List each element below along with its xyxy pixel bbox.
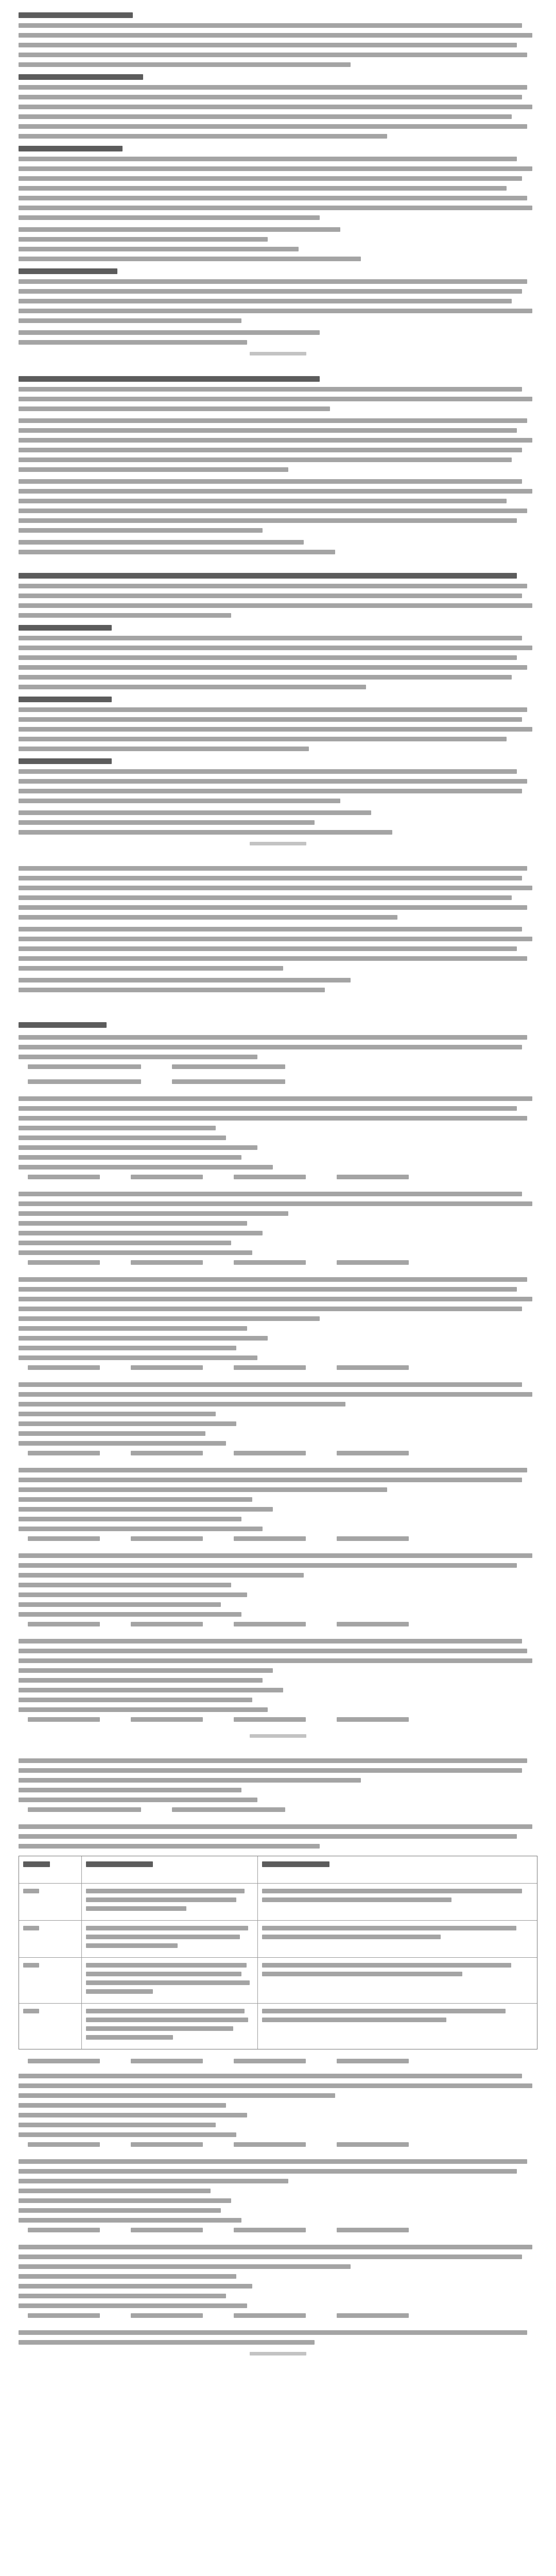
question-list <box>19 540 537 554</box>
news-table <box>19 1856 537 2049</box>
material-paragraph <box>19 625 537 689</box>
answer-options <box>28 1079 537 1089</box>
choice-question <box>19 1468 537 1546</box>
answer-options <box>28 1622 537 1632</box>
page-number <box>250 2352 306 2355</box>
table-header-row <box>19 1856 537 1884</box>
answer-options <box>28 1365 537 1375</box>
table-row <box>19 1958 537 2004</box>
question-list <box>19 330 537 345</box>
choice-question <box>19 2074 537 2152</box>
material-paragraph <box>19 697 537 751</box>
question-list <box>19 810 537 835</box>
answer-options <box>28 1260 537 1270</box>
choice-question <box>19 2330 537 2345</box>
page-number <box>250 1734 306 1738</box>
table-row <box>19 1884 537 1921</box>
material-paragraph <box>19 12 537 67</box>
answer-options <box>28 1807 537 1817</box>
choice-question <box>19 1824 537 1849</box>
answer-options <box>28 1451 537 1461</box>
page-number <box>250 352 306 355</box>
material-paragraph <box>19 268 537 323</box>
choice-question <box>19 1382 537 1461</box>
material-paragraph <box>19 866 537 920</box>
material-paragraph <box>19 479 537 533</box>
answer-options <box>28 2228 537 2238</box>
question-block <box>19 376 537 411</box>
material-paragraph <box>19 758 537 803</box>
answer-options <box>28 1175 537 1184</box>
answer-options <box>28 2059 537 2069</box>
answer-options <box>28 2142 537 2152</box>
choice-question <box>19 1192 537 1270</box>
material-paragraph <box>19 927 537 971</box>
answer-options <box>28 1064 537 1074</box>
question-block <box>19 573 537 618</box>
answer-options <box>28 1717 537 1727</box>
choice-question <box>19 2245 537 2323</box>
table-row <box>19 1921 537 1958</box>
choice-question <box>19 1096 537 1184</box>
choice-question <box>19 1758 537 1817</box>
table-row <box>19 2004 537 2049</box>
choice-question <box>19 2159 537 2238</box>
answer-options <box>28 1536 537 1546</box>
question-list <box>19 978 537 992</box>
material-paragraph <box>19 74 537 139</box>
section-heading <box>19 1022 537 1028</box>
material-paragraph <box>19 146 537 220</box>
choice-question <box>19 1277 537 1375</box>
choice-question <box>19 1553 537 1632</box>
page-number <box>250 842 306 845</box>
choice-question <box>19 1035 537 1089</box>
answer-options <box>28 2313 537 2323</box>
document-page <box>19 12 537 2576</box>
material-paragraph <box>19 418 537 472</box>
question-list <box>19 227 537 261</box>
choice-question <box>19 1639 537 1727</box>
